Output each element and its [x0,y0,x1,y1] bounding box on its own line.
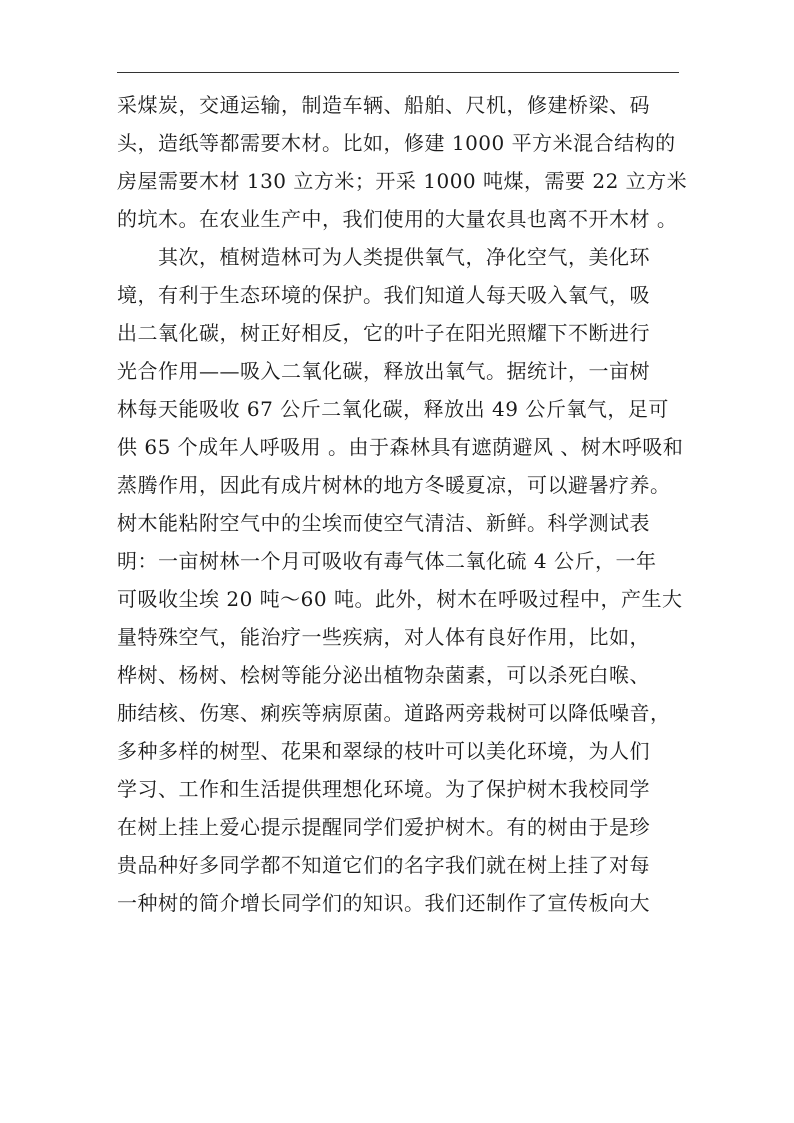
document-body [117,86,717,922]
text-line: 境，有利于生态环境的保护。我们知道人每天吸入氧气，吸 [117,283,650,307]
text-line: 肺结核、伤寒、痢疾等病原菌。道路两旁栽树可以降低噪音， [117,701,671,725]
text-line: 采煤炭，交通运输，制造车辆、船舶、尺机，修建桥梁、码 [117,93,650,117]
text-line: 树木能粘附空气中的尘埃而使空气清洁、新鲜。科学测试表 [117,511,650,535]
text-line: 在树上挂上爱心提示提醒同学们爱护树木。有的树由于是珍 [117,815,650,839]
text-line: 林每天能吸收 67 公斤二氧化碳，释放出 49 公斤氧气，足可 [117,397,669,421]
text-line: 蒸腾作用，因此有成片树林的地方冬暖夏凉，可以避暑疗养。 [117,473,671,497]
text-line: 供 65 个成年人呼吸用 。由于森林具有遮荫避风 、树木呼吸和 [117,435,684,459]
text-line: 多种多样的树型、花果和翠绿的枝叶可以美化环境，为人们 [117,739,650,763]
text-line: 学习、工作和生活提供理想化环境。为了保护树木我校同学 [117,777,650,801]
text-line: 一种树的简介增长同学们的知识。我们还制作了宣传板向大 [117,891,650,915]
text-line: 明：一亩树林一个月可吸收有毒气体二氧化硫 4 公斤，一年 [117,549,657,573]
text-line: 头，造纸等都需要木材。比如，修建 1000 平方米混合结构的 [117,131,676,155]
text-line: 贵品种好多同学都不知道它们的名字我们就在树上挂了对每 [117,853,650,877]
header-rule [117,72,679,73]
text-line: 房屋需要木材 130 立方米；开采 1000 吨煤，需要 22 立方米 [117,169,688,193]
paragraph-start-line: 其次，植树造林可为人类提供氧气，净化空气，美化环 [117,245,650,269]
text-line: 出二氧化碳，树正好相反，它的叶子在阳光照耀下不断进行 [117,321,650,345]
text-line: 桦树、杨树、桧树等能分泌出植物杂菌素，可以杀死白喉、 [117,663,650,687]
text-line: 量特殊空气，能治疗一些疾病，对人体有良好作用，比如， [117,625,650,649]
text-line: 的坑木。在农业生产中，我们使用的大量农具也离不开木材 。 [117,207,678,231]
text-line: 光合作用——吸入二氧化碳，释放出氧气。据统计，一亩树 [117,359,650,383]
text-line: 可吸收尘埃 20 吨～60 吨。此外，树木在呼吸过程中，产生大 [117,587,683,611]
